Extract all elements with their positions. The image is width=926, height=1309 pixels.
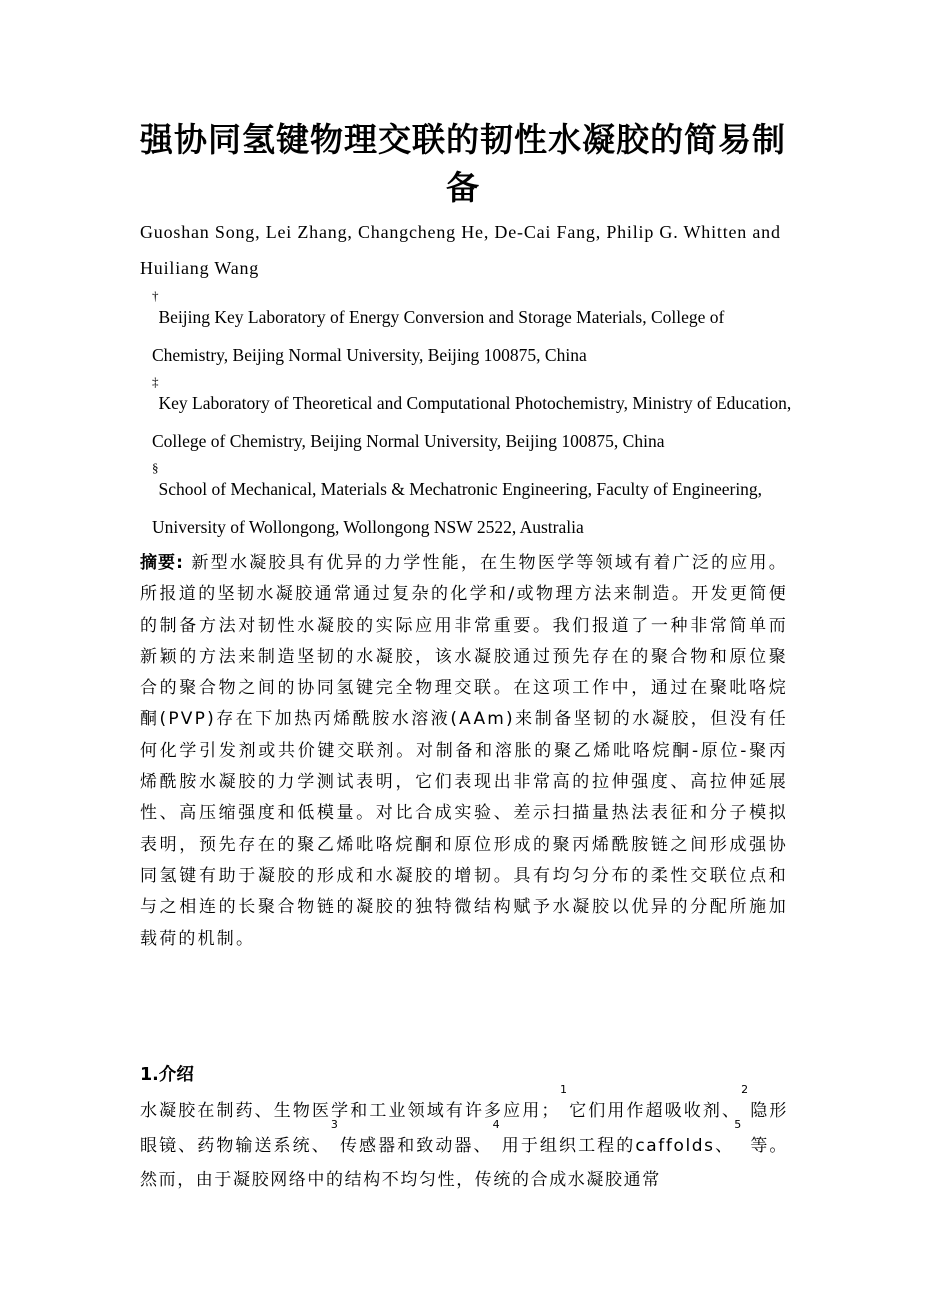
affiliation-3 bbox=[152, 460, 802, 546]
affiliation-mark: ‡ bbox=[152, 374, 159, 389]
intro-text: 水凝胶在制药、生物医学和工业领域有许多应用； bbox=[140, 1101, 560, 1121]
paper-title: 强协同氢键物理交联的韧性水凝胶的简易制备 bbox=[140, 120, 786, 207]
abstract-text: 新型水凝胶具有优异的力学性能，在生物医学等领域有着广泛的应用。所报道的坚韧水凝胶通常通过复杂的化学和/或物理方法来制造。开发更简便的制备方法对韧性水凝胶的实际应用非常重要。我们报道了一种非常简单而新颖的方法来制造坚韧的水凝胶，该水凝胶通过预先存在的聚合物和原位聚合的聚合物之间的协同氢键完全物理交联。在这项工作中，通过在聚吡咯烷酮(PVP)存在下加热丙烯酰胺水溶液(AAm)来制备坚韧的水凝胶，但没有任何化学引发剂或共价键交联剂。对制备和溶胀的聚乙烯吡咯烷酮-原位-聚丙烯酰胺水凝胶的力学测试表明，它们表现出非常高的拉伸强度、高拉伸延展性、高压缩强度和低模量。对比合成实验、差示扫描量热法表征和分子模拟表明，预先存在的聚乙烯吡咯烷酮和原位形成的聚丙烯酰胺链之间形成强协同氢键有助于凝胶的形成和水凝胶的增韧。具有均匀分布的柔性交联位点和与之相连的长聚合物链的凝胶的独特微结构赋予水凝胶以优异的分配所施加载荷的机制。 bbox=[140, 553, 788, 949]
affiliation-text: Beijing Key Laboratory of Energy Conversion and Storage Materials, College of Chemistry, Beijing Normal University, Beijing 100875, China bbox=[152, 307, 725, 365]
abstract bbox=[140, 548, 788, 955]
affiliation-1 bbox=[152, 288, 802, 374]
intro-text: 隐形眼镜、药物输送系统、 bbox=[140, 1101, 788, 1156]
section-heading-introduction: 1.介绍 bbox=[140, 1065, 194, 1085]
introduction-paragraph bbox=[140, 1083, 789, 1198]
citation-ref[interactable]: 2 bbox=[741, 1083, 750, 1096]
author-list: Guoshan Song, Lei Zhang, Changcheng He, De-Cai Fang, Philip G. Whitten and Huiliang Wang bbox=[140, 222, 781, 278]
citation-ref[interactable]: 4 bbox=[492, 1117, 502, 1131]
affiliation-2 bbox=[152, 374, 802, 460]
intro-text: 用于组织工程的caffolds、 bbox=[501, 1135, 735, 1156]
affiliation-mark: § bbox=[152, 460, 159, 475]
abstract-label: 摘要: bbox=[140, 553, 184, 573]
intro-text: 等。然而，由于凝胶网络中的结构不均匀性，传统的合成水凝胶通常 bbox=[140, 1135, 789, 1190]
affiliation-text: Key Laboratory of Theoretical and Computational Photochemistry, Ministry of Education, College of Chemistry, Beijing Normal University, Beijing 100875, China bbox=[152, 393, 792, 451]
citation-ref[interactable]: 5 bbox=[734, 1117, 743, 1131]
affiliation-mark: † bbox=[152, 288, 159, 303]
intro-text: 传感器和致动器、 bbox=[339, 1135, 493, 1156]
citation-ref[interactable]: 1 bbox=[560, 1083, 569, 1096]
citation-ref[interactable]: 3 bbox=[330, 1117, 340, 1131]
intro-text: 它们用作超吸收剂、 bbox=[568, 1101, 742, 1121]
affiliation-text: School of Mechanical, Materials & Mechatronic Engineering, Faculty of Engineering, University of Wollongong, Wollongong NSW 2522, Australia bbox=[152, 479, 763, 537]
